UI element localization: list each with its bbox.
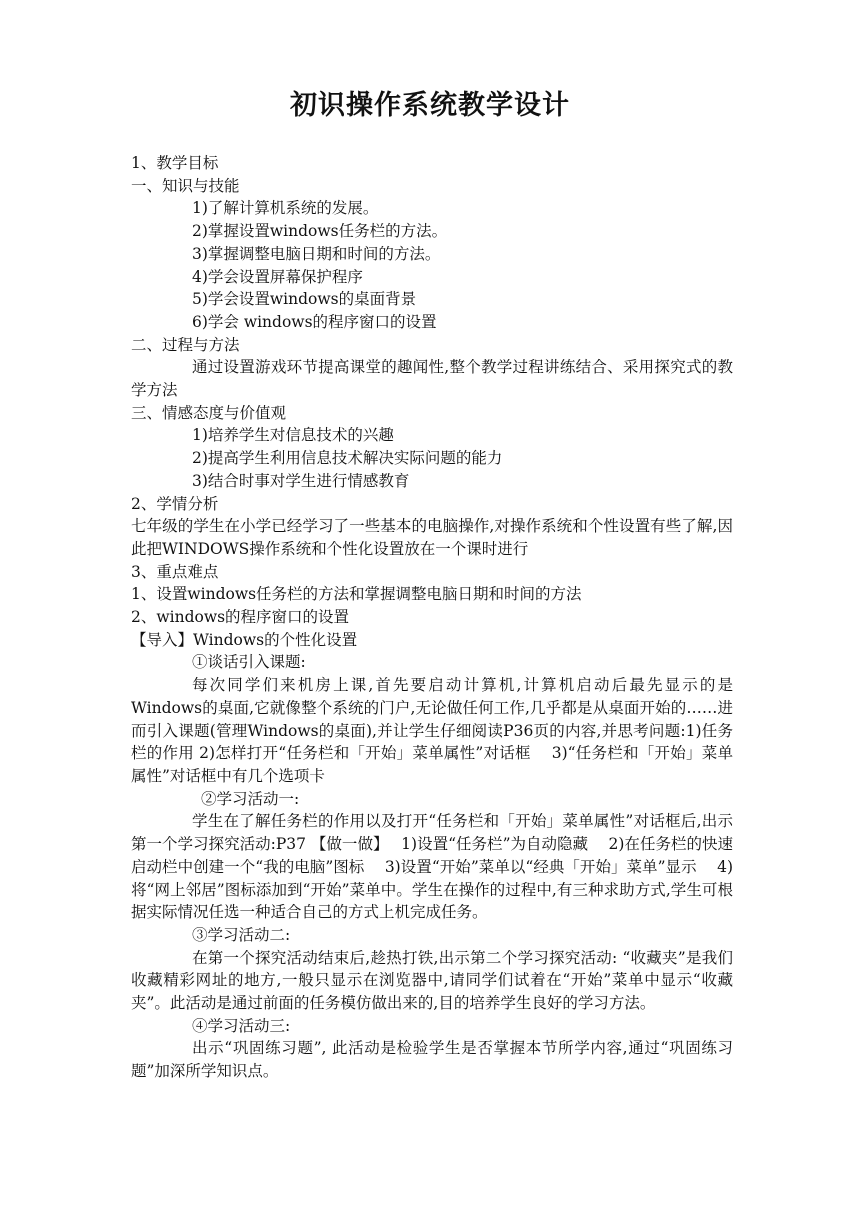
paragraph-step-1-heading: ①谈话引入课题: bbox=[192, 653, 306, 672]
paragraph-attitude-3: 3)结合时事对学生进行情感教育 bbox=[192, 471, 410, 490]
paragraph-analysis-heading: 2、学情分析 bbox=[131, 494, 219, 513]
paragraph-skill-2: 2)掌握设置windows任务栏的方法。 bbox=[192, 222, 448, 241]
document-body bbox=[131, 152, 733, 1083]
paragraph-step-1-text: 每次同学们来机房上课,首先要启动计算机,计算机启动后最先显示的是Windows的桌面,它就像整个系统的门户,无论做任何工作,几乎都是从桌面开始的……进而引入课题(管理Windows的桌面),并让学生仔细阅读P36页的内容,并思考问题:1)任务栏的作用 2)怎样打开“任务栏和「开始」菜单属性”对话框 3)“任务栏和「开始」菜单属性”对话框中有几个选项卡 bbox=[131, 676, 733, 785]
paragraph-step-2-text: 学生在了解任务栏的作用以及打开“任务栏和「开始」菜单属性”对话框后,出示第一个学习探究活动:P37 【做一做】 1)设置“任务栏”为自动隐藏 2)在任务栏的快速启动栏中创建一个“我的电脑”图标 3)设置“开始”菜单以“经典「开始」菜单”显示 4)将“网上邻居”图标添加到“开始”菜单中。学生在操作的过程中,有三种求助方式,学生可根据实际情况任选一种适合自己的方式上机完成任务。 bbox=[131, 812, 733, 922]
paragraph-step-4-heading: ④学习活动三: bbox=[192, 1016, 291, 1035]
paragraph-intro-heading: 【导入】Windows的个性化设置 bbox=[131, 630, 358, 649]
paragraph-skill-1: 1)了解计算机系统的发展。 bbox=[192, 199, 379, 218]
paragraph-analysis-text: 七年级的学生在小学已经学习了一些基本的电脑操作,对操作系统和个性设置有些了解,因此把WINDOWS操作系统和个性化设置放在一个课时进行 bbox=[131, 517, 733, 558]
paragraph-key-heading: 3、重点难点 bbox=[131, 562, 219, 581]
paragraph-goal-heading: 1、教学目标 bbox=[131, 154, 219, 172]
paragraph-skill-4: 4)学会设置屏幕保护程序 bbox=[192, 267, 363, 286]
paragraph-attitude-2: 2)提高学生利用信息技术解决实际问题的能力 bbox=[192, 449, 503, 468]
paragraph-skill-5: 5)学会设置windows的桌面背景 bbox=[192, 290, 417, 309]
paragraph-method-text: 通过设置游戏环节提高课堂的趣闻性,整个教学过程讲练结合、采用探究式的教学方法 bbox=[131, 358, 733, 400]
paragraph-step-3-text: 在第一个探究活动结束后,趁热打铁,出示第二个学习探究活动: “收藏夹”是我们收藏精彩网址的地方,一般只显示在浏览器中,请同学们试着在“开始”菜单中显示“收藏夹”。此活动是通过前面的任务模仿做出来的,目的培养学生良好的学习方法。 bbox=[131, 948, 733, 1013]
paragraph-skill-3: 3)掌握调整电脑日期和时间的方法。 bbox=[192, 244, 441, 263]
paragraph-attitude-1: 1)培养学生对信息技术的兴趣 bbox=[192, 426, 394, 445]
paragraph-section-1: 一、知识与技能 bbox=[131, 176, 240, 195]
paragraph-step-3-heading: ③学习活动二: bbox=[192, 925, 291, 944]
paragraph-key-2: 2、windows的程序窗口的设置 bbox=[131, 608, 350, 627]
paragraph-step-2-heading: ②学习活动一: bbox=[201, 789, 300, 808]
paragraph-step-4-text: 出示“巩固练习题”, 此活动是检验学生是否掌握本节所学内容,通过“巩固练习题”加深所学知识点。 bbox=[131, 1039, 733, 1081]
paragraph-skill-6: 6)学会 windows的程序窗口的设置 bbox=[192, 312, 437, 331]
paragraph-section-2: 二、过程与方法 bbox=[131, 335, 240, 354]
paragraph-section-3: 三、情感态度与价值观 bbox=[131, 403, 287, 422]
paragraph-key-1: 1、设置windows任务栏的方法和掌握调整电脑日期和时间的方法 bbox=[131, 585, 582, 604]
document-title: 初识操作系统教学设计 bbox=[290, 90, 570, 121]
